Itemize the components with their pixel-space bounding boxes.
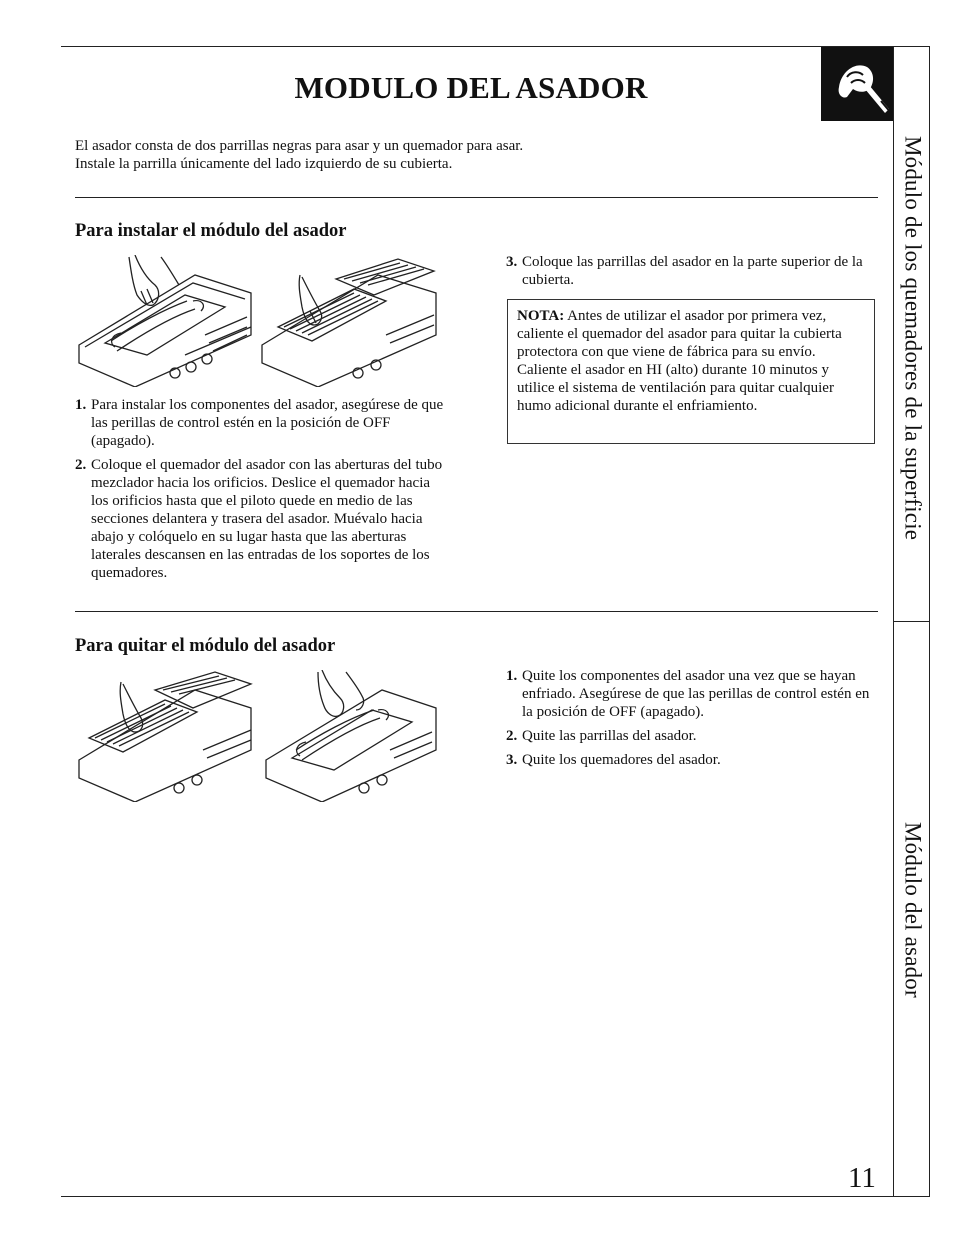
- remove-step-1: [506, 667, 876, 721]
- remove-burner-illustration: [262, 670, 438, 802]
- page-title: MODULO DEL ASADOR: [294, 70, 648, 105]
- sidebar-tab-label: Módulo de los quemadores de la superficie: [900, 135, 926, 541]
- install-step-2: [75, 456, 451, 582]
- step-number: 3.: [506, 254, 518, 270]
- install-step-3: [506, 253, 878, 289]
- section-divider-1: [75, 197, 878, 198]
- install-grates-illustration: [258, 255, 438, 387]
- note-box: [507, 299, 875, 444]
- step-text: Quite las parrillas del asador.: [522, 728, 697, 744]
- step-text: Coloque el quemador del asador con las aberturas del tubo mezclador hacia los orificios. Deslice el quemador hacia los orificios hasta que el piloto quede en medio de las secciones delantera y trasera del asador. Muévalo hacia abajo y colóquelo en su lugar hasta que las aberturas laterales descansen en las entradas de los soportes de los quemadores.: [91, 457, 443, 581]
- install-steps-left: [75, 396, 451, 588]
- note-label: NOTA:: [517, 308, 565, 324]
- remove-grates-illustration: [75, 670, 253, 802]
- sidebar-tab-divider: [893, 621, 930, 622]
- remove-step-3: [506, 751, 876, 769]
- remove-steps: [506, 667, 876, 775]
- remove-step-2: [506, 727, 876, 745]
- bottom-rule: [61, 1196, 930, 1197]
- step-number: 1.: [75, 397, 87, 413]
- step-number: 2.: [75, 457, 87, 473]
- top-rule: [61, 46, 930, 47]
- section-divider-2: [75, 611, 878, 612]
- page-number: 11: [848, 1162, 876, 1194]
- step-text: Para instalar los componentes del asador, asegúrese de que las perillas de control estén en la posición de OFF (apagado).: [91, 397, 444, 449]
- intro-line-2: Instale la parrilla únicamente del lado izquierdo de su cubierta.: [75, 156, 453, 172]
- sidebar-tab-grill-module: [895, 790, 930, 1030]
- install-burner-illustration: [75, 255, 253, 387]
- step-number: 1.: [506, 668, 518, 684]
- step-text: Coloque las parrillas del asador en la parte superior de la cubierta.: [522, 254, 863, 288]
- step-text: Quite los quemadores del asador.: [522, 752, 721, 768]
- step-text: Quite los componentes del asador una vez que se hayan enfriado. Asegúrese de que las perillas de control estén en la posición de OFF (apagado).: [522, 668, 870, 720]
- note-text: Antes de utilizar el asador por primera vez, caliente el quemador del asador para quitar la cubierta protectora con que viene de fábrica para su envío. Caliente el asador en HI (alto) durante 10 minutos y utilice el sistema de ventilación para quitar cualquier humo adicional durante el enfriamiento.: [517, 308, 842, 414]
- remove-heading: Para quitar el módulo del asador: [75, 636, 336, 656]
- sidebar-tab-surface-burners: [895, 74, 930, 602]
- install-steps-right: [506, 253, 878, 295]
- sidebar-tab-label: Módulo del asador: [900, 822, 926, 998]
- install-heading: Para instalar el módulo del asador: [75, 221, 347, 241]
- step-number: 3.: [506, 752, 518, 768]
- intro-line-1: El asador consta de dos parrillas negras para asar y un quemador para asar.: [75, 138, 524, 154]
- intro-text: [75, 137, 695, 173]
- install-step-1: [75, 396, 451, 450]
- step-number: 2.: [506, 728, 518, 744]
